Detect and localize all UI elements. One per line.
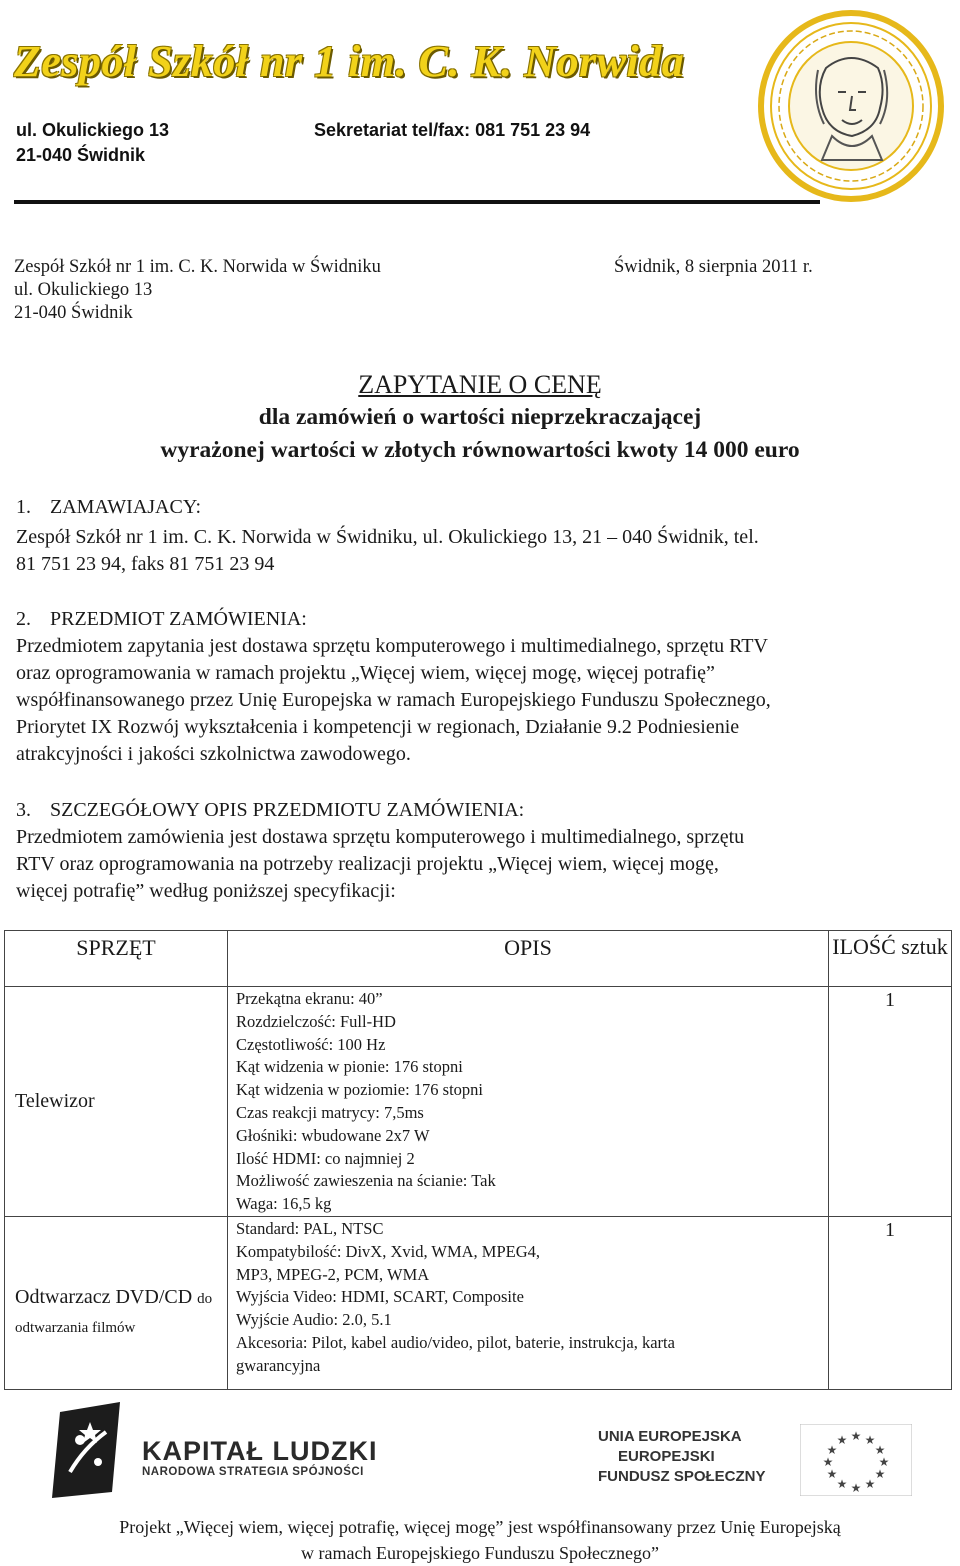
svg-text:★: ★ <box>874 1467 886 1481</box>
eu-logo-line2: EUROPEJSKI <box>618 1448 715 1465</box>
document-subtitle-1: dla zamówień o wartości nieprzekraczającej <box>258 404 702 430</box>
school-seal-icon <box>756 8 946 204</box>
svg-text:★: ★ <box>836 1477 848 1491</box>
section-2-heading <box>16 606 910 633</box>
item-label: Telewizor <box>15 1089 95 1112</box>
section-line: Przedmiotem zapytania jest dostawa sprzętu komputerowego i multimedialnego, sprzętu RTV <box>16 635 768 657</box>
svg-text:★: ★ <box>850 1429 862 1443</box>
kapital-ludzki-title: KAPITAŁ LUDZKI <box>142 1436 378 1466</box>
section-line: więcej potrafię” według poniższej specyfikacji: <box>16 880 396 902</box>
svg-text:★: ★ <box>878 1455 890 1469</box>
section-1-body <box>16 524 910 578</box>
specification-table <box>4 930 952 1390</box>
section-line: oraz oprogramowania w ramach projektu „Więcej wiem, więcej mogę, więcej potrafię” <box>16 662 715 684</box>
table-header-row <box>5 931 952 987</box>
section-line: współfinansowanego przez Unię Europejska w ramach Europejskiego Funduszu Społecznego, <box>16 689 771 711</box>
section-line: atrakcyjności i jakości szkolnictwa zawodowego. <box>16 743 411 765</box>
section-title: PRZEDMIOT ZAMÓWIENIA: <box>50 608 307 630</box>
column-header-equipment: SPRZĘT <box>5 931 228 987</box>
description-line: Czas reakcji matrycy: 7,5ms <box>236 1102 424 1122</box>
description-line: Kąt widzenia w pionie: 176 stopni <box>236 1057 463 1077</box>
eu-logo-line3: FUNDUSZ SPOŁECZNY <box>598 1468 766 1485</box>
svg-text:★: ★ <box>822 1455 834 1469</box>
footer-text <box>0 1514 960 1566</box>
section-line: 81 751 23 94, faks 81 751 23 94 <box>16 553 275 575</box>
document-date: Świdnik, 8 sierpnia 2011 r. <box>614 257 813 277</box>
item-name <box>5 987 228 1217</box>
kapital-ludzki-emblem-icon <box>50 1402 130 1498</box>
description-line: Rozdzielczość: Full-HD <box>236 1011 396 1031</box>
description-line: Waga: 16,5 kg <box>236 1194 332 1214</box>
description-line: Standard: PAL, NTSC <box>236 1218 384 1238</box>
item-description <box>228 987 829 1217</box>
table-row <box>5 987 952 1217</box>
svg-text:★: ★ <box>836 1433 848 1447</box>
svg-text:★: ★ <box>864 1433 876 1447</box>
item-description <box>228 1216 829 1389</box>
header-address-street: ul. Okulickiego 13 <box>16 120 170 140</box>
description-line: MP3, MPEG-2, PCM, WMA <box>236 1264 430 1284</box>
sender-street: ul. Okulickiego 13 <box>14 280 153 300</box>
footer-line-1: Projekt „Więcej wiem, więcej potrafię, więcej mogę” jest współfinansowany przez Unię Europejską <box>119 1517 841 1537</box>
svg-text:★: ★ <box>874 1443 886 1457</box>
sender-city: 21-040 Świdnik <box>14 303 133 323</box>
kapital-ludzki-logo <box>50 1402 378 1498</box>
column-header-quantity: ILOŚĆ sztuk <box>829 931 952 987</box>
svg-text:★: ★ <box>826 1443 838 1457</box>
description-line: gwarancyjna <box>236 1355 321 1375</box>
section-1-heading <box>16 494 910 521</box>
svg-text:★: ★ <box>864 1477 876 1491</box>
column-header-description: OPIS <box>228 931 829 987</box>
section-title: ZAMAWIAJACY: <box>50 496 201 518</box>
header-divider <box>14 200 820 204</box>
section-2-body <box>16 633 910 768</box>
sender-name: Zespół Szkół nr 1 im. C. K. Norwida w Świdniku <box>14 257 381 277</box>
section-number: 3. <box>16 799 31 821</box>
section-line: Przedmiotem zamówienia jest dostawa sprzętu komputerowego i multimedialnego, sprzętu <box>16 826 745 848</box>
description-line: Kompatybilość: DivX, Xvid, WMA, MPEG4, <box>236 1241 541 1261</box>
document-title: ZAPYTANIE O CENĘ <box>358 370 602 399</box>
header-address-city: 21-040 Świdnik <box>16 145 146 165</box>
footer-line-2: w ramach Europejskiego Funduszu Społecznego” <box>301 1543 659 1563</box>
table-row <box>5 1216 952 1389</box>
item-name <box>5 1216 228 1389</box>
section-title: SZCZEGÓŁOWY OPIS PRZEDMIOTU ZAMÓWIENIA: <box>50 799 525 821</box>
description-line: Ilość HDMI: co najmniej 2 <box>236 1148 415 1168</box>
section-3-body <box>16 824 910 905</box>
school-name-banner: Zespół Szkół nr 1 im. C. K. Norwida <box>14 37 685 86</box>
document-subtitle-2: wyrażonej wartości w złotych równowartości kwoty 14 000 euro <box>160 437 800 463</box>
description-line: Głośniki: wbudowane 2x7 W <box>236 1125 430 1145</box>
section-line: Zespół Szkół nr 1 im. C. K. Norwida w Świdniku, ul. Okulickiego 13, 21 – 040 Świdnik, tel. <box>16 526 759 548</box>
item-label: Odtwarzacz DVD/CD <box>15 1285 193 1308</box>
section-line: Priorytet IX Rozwój wykształcenia i kompetencji w regionach, Działanie 9.2 Podniesienie <box>16 716 740 738</box>
eu-logo <box>598 1422 928 1502</box>
section-line: RTV oraz oprogramowania na potrzeby realizacji projektu „Więcej wiem, więcej mogę, <box>16 853 719 875</box>
description-line: Akcesoria: Pilot, kabel audio/video, pilot, baterie, instrukcja, karta <box>236 1332 675 1352</box>
description-line: Przekątna ekranu: 40” <box>236 989 383 1008</box>
section-number: 1. <box>16 496 31 518</box>
description-line: Możliwość zawieszenia na ścianie: Tak <box>236 1171 496 1191</box>
svg-text:★: ★ <box>826 1467 838 1481</box>
header-secretariat: Sekretariat tel/fax: 081 751 23 94 <box>314 120 591 140</box>
item-note: do odtwarzania filmów <box>15 1290 213 1336</box>
eu-flag-icon <box>800 1424 912 1496</box>
description-line: Wyjścia Video: HDMI, SCART, Composite <box>236 1287 524 1307</box>
kapital-ludzki-subtitle: NARODOWA STRATEGIA SPÓJNOŚCI <box>142 1466 364 1478</box>
section-number: 2. <box>16 608 31 630</box>
section-3-heading <box>16 797 910 824</box>
eu-logo-line1: UNIA EUROPEJSKA <box>598 1428 742 1445</box>
svg-text:★: ★ <box>850 1481 862 1495</box>
description-line: Kąt widzenia w poziomie: 176 stopni <box>236 1080 483 1100</box>
item-quantity: 1 <box>829 987 952 1217</box>
description-line: Częstotliwość: 100 Hz <box>236 1034 386 1054</box>
item-quantity: 1 <box>829 1216 952 1389</box>
description-line: Wyjście Audio: 2.0, 5.1 <box>236 1310 392 1330</box>
